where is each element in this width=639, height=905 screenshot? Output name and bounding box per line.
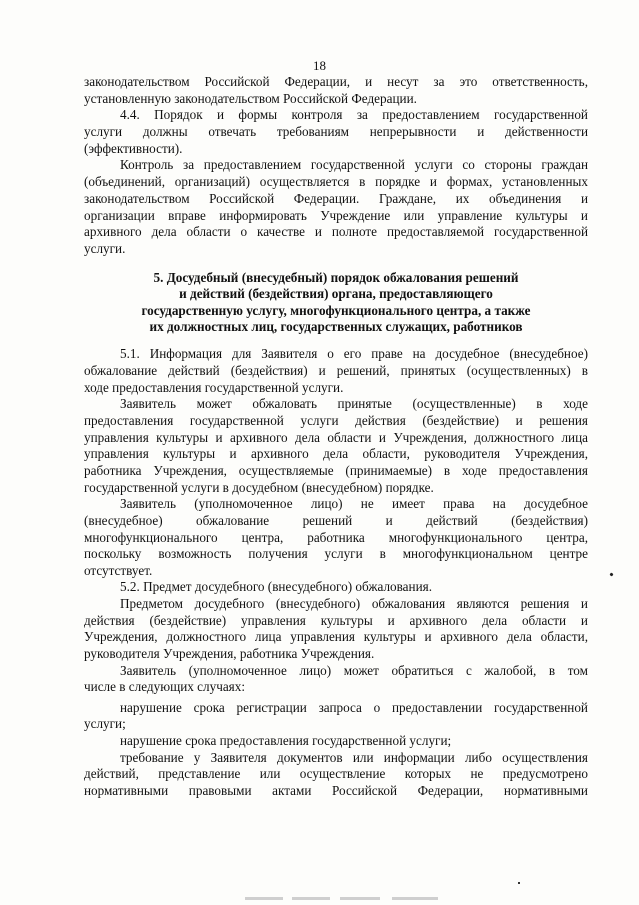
text-line: услуги должны отвечать требованиям непрерывности и действенности	[84, 124, 588, 139]
text-line: Заявитель (уполномоченное лицо) может обратиться с жалобой, в том	[120, 663, 588, 678]
section-heading-line: государственную услугу, многофункционального центра, а также	[141, 303, 531, 318]
text-line: Учреждения, должностного лица управления культуры и архивного дела области,	[84, 629, 588, 644]
text-line: Контроль за предоставлением государственной услуги со стороны граждан	[120, 157, 588, 172]
scan-artifact	[392, 897, 438, 900]
text-line: (внесудебное) обжалование решений и действий (бездействия)	[84, 513, 588, 528]
text-line: многофункционального центра, работника многофункционального центра,	[84, 530, 588, 545]
text-line: 4.4. Порядок и формы контроля за предоставлением государственной	[120, 107, 588, 122]
text-line: работника Учреждения, осуществляемые (принимаемые) в ходе предоставления	[84, 463, 588, 478]
text-line: числе в следующих случаях:	[84, 679, 246, 694]
section-heading-line: 5. Досудебный (внесудебный) порядок обжалования решений	[153, 270, 519, 285]
text-line: архивного дела области о качестве и полноте предоставляемой государственной	[84, 224, 588, 239]
text-line: услуги.	[84, 241, 126, 256]
text-line: Предметом досудебного (внесудебного) обжалования являются решения и	[120, 596, 588, 611]
page-number: 18	[313, 58, 326, 73]
text-line: поскольку возможность получения услуги в многофункциональном центре	[84, 546, 588, 561]
text-line: действия (бездействие) управления культуры и архивного дела области и	[84, 613, 588, 628]
text-line: организации вправе информировать Учреждение или управление культуры и	[84, 208, 588, 223]
scan-artifact	[340, 897, 380, 900]
text-line: услуги;	[84, 716, 126, 731]
text-line: нарушение срока регистрации запроса о предоставлении государственной	[120, 700, 588, 715]
margin-dot	[518, 882, 520, 884]
text-line: государственной услуги в досудебном (внесудебном) порядке.	[84, 480, 434, 495]
text-line: Заявитель (уполномоченное лицо) не имеет права на досудебное	[120, 496, 588, 511]
scan-artifact	[292, 897, 330, 900]
text-line: (эффективности).	[84, 141, 183, 156]
text-line: законодательством Российской Федерации. Граждане, их объединения и	[84, 191, 588, 206]
text-line: нарушение срока предоставления государственной услуги;	[120, 733, 452, 748]
text-line: руководителя Учреждения, работника Учреждения.	[84, 646, 375, 661]
text-line: установленную законодательством Российской Федерации.	[84, 91, 417, 106]
text-line: отсутствует.	[84, 563, 153, 578]
text-line: управления культуры и архивного дела области, руководителя Учреждения,	[84, 446, 588, 461]
scan-artifact	[245, 897, 283, 900]
margin-mark	[609, 572, 613, 576]
text-line: управления культуры и архивного дела области и Учреждения, должностного лица	[84, 430, 588, 445]
text-line: нормативными правовыми актами Российской Федерации, нормативными	[84, 783, 588, 798]
text-line: требование у Заявителя документов или информации либо осуществления	[120, 750, 588, 765]
text-line: действий, представление или осуществление которых не предусмотрено	[84, 766, 588, 781]
text-line: Заявитель может обжаловать принятые (осуществленные) в ходе	[120, 396, 588, 411]
text-line: предоставления государственной услуги действия (бездействие) и решения	[84, 413, 588, 428]
section-heading-line: и действий (бездействия) органа, предоставляющего	[179, 286, 493, 301]
text-line: ходе предоставления государственной услуги.	[84, 380, 344, 395]
text-line: обжалование действий (бездействия) и решений, принятых (осуществленных) в	[84, 363, 588, 378]
text-line: (объединений, организаций) осуществляется в порядке и формах, установленных	[84, 174, 588, 189]
text-line: законодательством Российской Федерации, и несут за это ответственность,	[84, 74, 588, 89]
section-heading-line: их должностных лиц, государственных служащих, работников	[149, 319, 523, 334]
text-line: 5.1. Информация для Заявителя о его праве на досудебное (внесудебное)	[120, 346, 588, 361]
text-line: 5.2. Предмет досудебного (внесудебного) обжалования.	[120, 579, 433, 594]
